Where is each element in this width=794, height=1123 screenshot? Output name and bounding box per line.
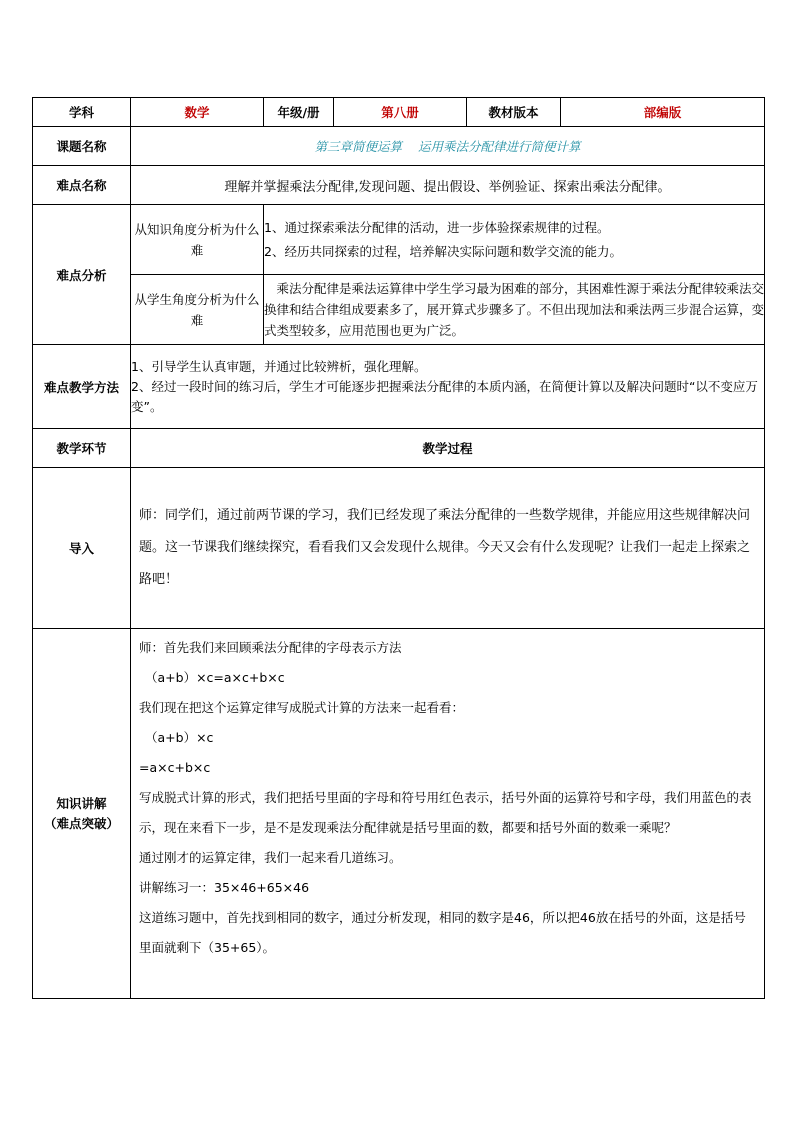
intro-label: 导入 (33, 468, 131, 629)
topic-row (33, 127, 765, 166)
knowledge-formula: （a+b）×c (145, 730, 214, 745)
process-header-row (33, 429, 765, 468)
topic-value: 第三章简便运算 运用乘法分配律进行简便计算 (131, 127, 765, 166)
knowledge-angle-line: 1、通过探索乘法分配律的活动，进一步体验探索规律的过程。 (264, 219, 610, 235)
grade-value: 第八册 (334, 98, 467, 127)
student-angle-content: 乘法分配律是乘法运算律中学生学习最为困难的部分，其困难性源于乘法分配律较乘法交换律和结合律组成要素多了，展开算式步骤多了。不但出现加法和乘法两三步混合运算，变式类型较多，应用范围也更为广泛。 (264, 275, 765, 345)
subject-value: 数学 (131, 98, 264, 127)
subject-label: 学科 (33, 98, 131, 127)
knowledge-row (33, 629, 765, 999)
method-line: 2、经过一段时间的练习后，学生才可能逐步把握乘法分配律的本质内涵，在简便计算以及解决问题时“以不变应万变”。 (131, 378, 758, 414)
knowledge-label-line1: 知识讲解 (56, 795, 107, 811)
method-line: 1、引导学生认真审题，并通过比较辨析，强化理解。 (131, 358, 427, 374)
stage-label: 教学环节 (33, 429, 131, 468)
knowledge-formula: =a×c+b×c (139, 760, 211, 775)
edition-value: 部编版 (561, 98, 765, 127)
difficulty-row (33, 166, 765, 205)
intro-text: 师：同学们，通过前两节课的学习，我们已经发现了乘法分配律的一些数学规律，并能应用这些规律解决问题。这一节课我们继续探究，看看我们又会发现什么规律。今天又会有什么发现呢？让我们一起走上探索之路吧！ (139, 508, 751, 587)
grade-label: 年级/册 (264, 98, 334, 127)
analysis-student-row (33, 275, 765, 345)
knowledge-angle-line: 2、经历共同探索的过程，培养解决实际问题和数学交流的能力。 (264, 243, 622, 259)
knowledge-line: 师：首先我们来回顾乘法分配律的字母表示方法 (139, 640, 402, 655)
knowledge-line: 这道练习题中，首先找到相同的数字，通过分析发现，相同的数字是46，所以把46放在括号的外面，这是括号里面就剩下（35+65）。 (139, 910, 746, 955)
knowledge-formula: （a+b）×c=a×c+b×c (145, 670, 285, 685)
process-label: 教学过程 (131, 429, 765, 468)
method-content (131, 345, 765, 429)
knowledge-content (131, 629, 765, 999)
knowledge-label-line2: （难点突破） (43, 815, 119, 831)
knowledge-line: 写成脱式计算的形式，我们把括号里面的字母和符号用红色表示，括号外面的运算符号和字母，我们用蓝色的表示，现在来看下一步，是不是发现乘法分配律就是括号里面的数，都要和括号外面的数乘一乘呢？ (139, 790, 752, 835)
knowledge-label (33, 629, 131, 999)
intro-row (33, 468, 765, 629)
difficulty-value: 理解并掌握乘法分配律,发现问题、提出假设、举例验证、探索出乘法分配律。 (131, 166, 765, 205)
difficulty-label: 难点名称 (33, 166, 131, 205)
topic-label: 课题名称 (33, 127, 131, 166)
analysis-label: 难点分析 (33, 205, 131, 345)
knowledge-angle-content (264, 205, 765, 275)
knowledge-line: 讲解练习一：35×46+65×46 (139, 880, 310, 895)
method-label: 难点教学方法 (33, 345, 131, 429)
knowledge-line: 我们现在把这个运算定律写成脱式计算的方法来一起看看： (139, 700, 465, 715)
header-row (33, 98, 765, 127)
lesson-plan-table (32, 97, 765, 999)
intro-content (131, 468, 765, 629)
knowledge-angle-label: 从知识角度分析为什么难 (131, 205, 264, 275)
method-row (33, 345, 765, 429)
analysis-knowledge-row (33, 205, 765, 275)
edition-label: 教材版本 (467, 98, 561, 127)
student-angle-label: 从学生角度分析为什么难 (131, 275, 264, 345)
knowledge-line: 通过刚才的运算定律，我们一起来看几道练习。 (139, 850, 402, 865)
